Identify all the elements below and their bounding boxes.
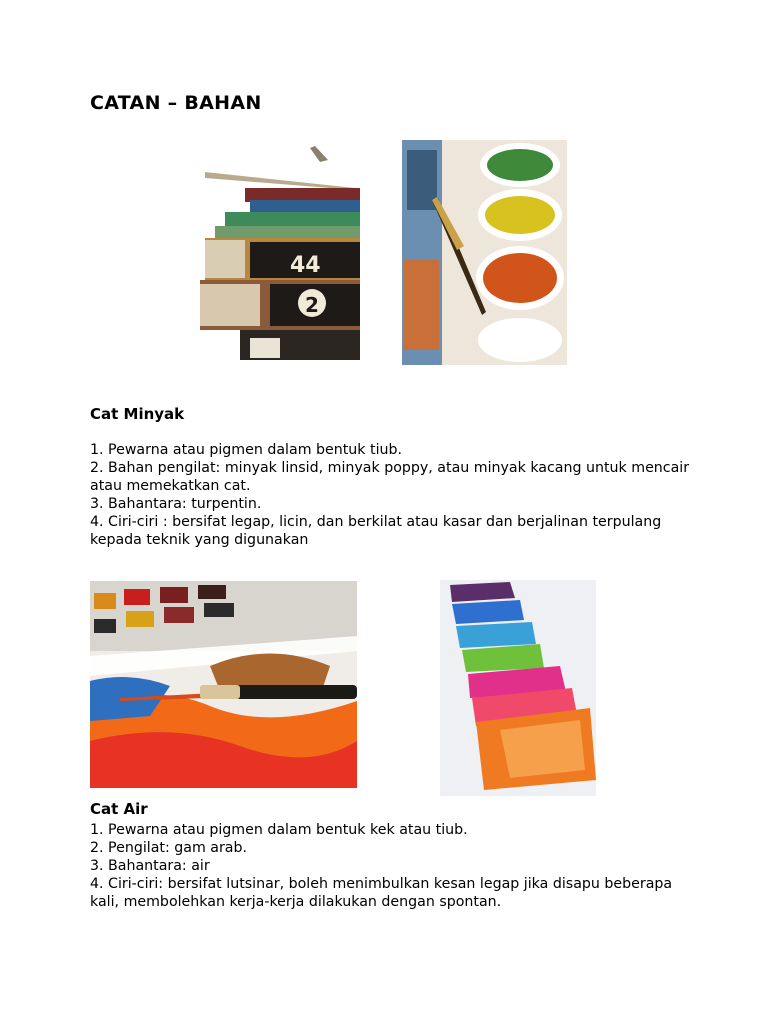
list-item: 3. Bahantara: air (90, 858, 210, 874)
list-item: 4. Ciri-ciri: bersifat lutsinar, boleh menimbulkan kesan legap jika disapu beberapa kali, membolehkan kerja-kerja dilakukan dengan spontan. (90, 876, 673, 910)
cat-minyak-list (90, 441, 690, 549)
section-heading-cat-minyak: Cat Minyak (90, 405, 185, 423)
list-item: 3. Bahantara: turpentin. (90, 496, 262, 512)
list-item: 1. Pewarna atau pigmen dalam bentuk tiub. (90, 442, 403, 458)
mixing-tray-image (440, 580, 596, 796)
tube-number-2: 2 (305, 293, 319, 317)
section-heading-cat-air: Cat Air (90, 800, 148, 818)
list-item: 4. Ciri-ciri : bersifat legap, licin, dan berkilat atau kasar dan berjalinan terpulang kepada teknik yang digunakan (90, 514, 662, 548)
palette-paint-wells-image (402, 140, 567, 365)
watercolor-pans-brush-image (90, 581, 357, 788)
list-item: 2. Pengilat: gam arab. (90, 840, 248, 856)
oil-paint-tubes-image (190, 140, 360, 365)
page-title: CATAN – BAHAN (90, 92, 262, 114)
tube-number-44: 44 (290, 253, 321, 278)
cat-air-list (90, 821, 690, 911)
list-item: 2. Bahan pengilat: minyak linsid, minyak poppy, atau minyak kacang untuk mencair atau memekatkan cat. (90, 460, 690, 494)
list-item: 1. Pewarna atau pigmen dalam bentuk kek atau tiub. (90, 822, 468, 838)
